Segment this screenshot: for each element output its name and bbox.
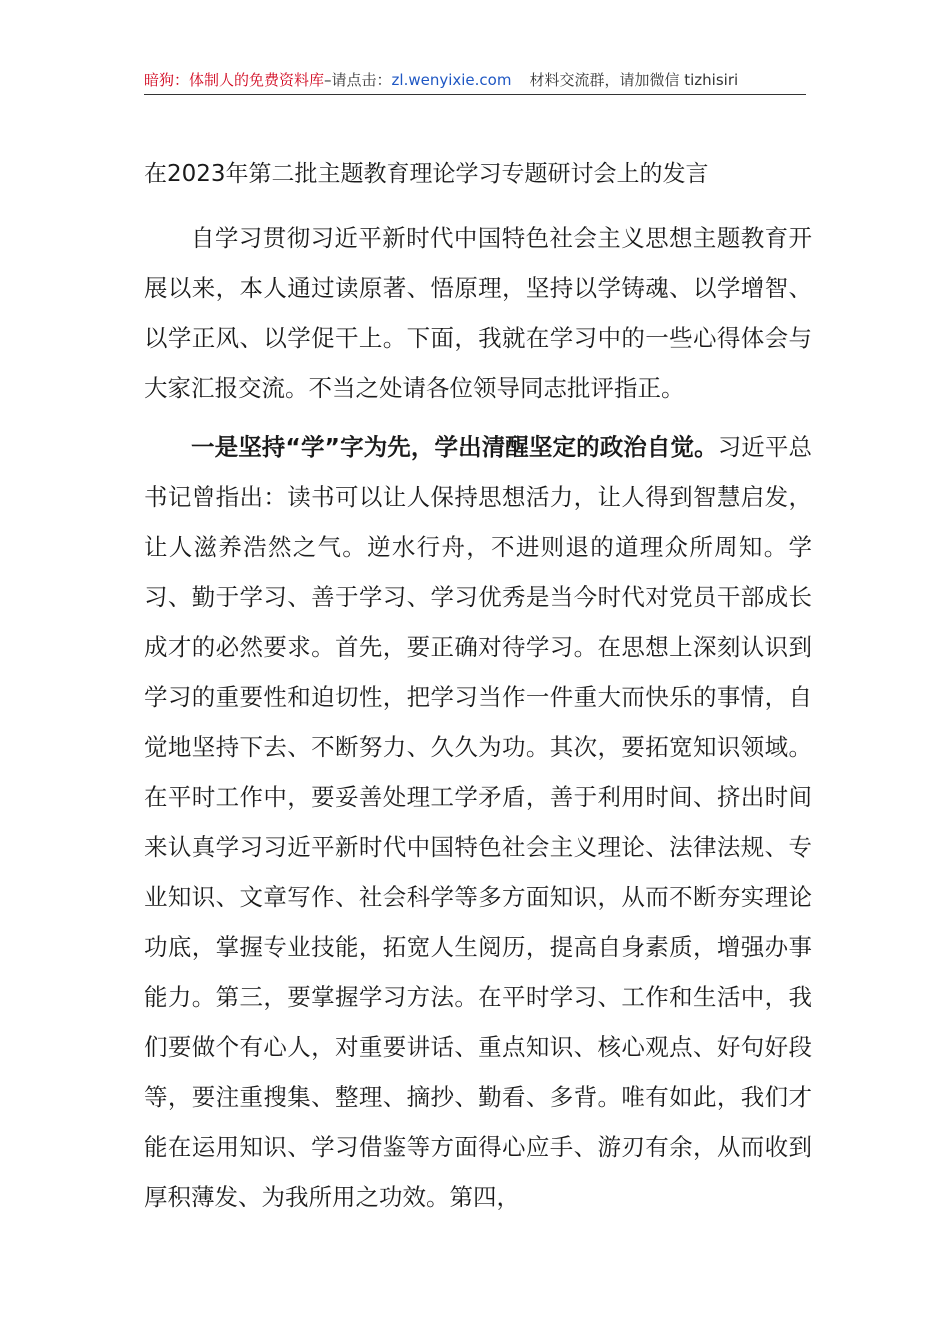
header-prompt: –请点击： xyxy=(324,71,392,89)
header-brand: 暗狗：体制人的免费资料库 xyxy=(144,71,325,89)
header-contact: 材料交流群，请加微信 tizhisiri xyxy=(529,71,739,89)
page-header xyxy=(144,66,806,95)
section-one-heading: 一是坚持“学”字为先，学出清醒坚定的政治自觉。 xyxy=(191,433,718,461)
intro-paragraph: 自学习贯彻习近平新时代中国特色社会主义思想主题教育开展以来，本人通过读原著、悟原理，坚持以学铸魂、以学增智、以学正风、以学促干上。下面，我就在学习中的一些心得体会与大家汇报交流。不当之处请各位领导同志批评指正。 xyxy=(144,224,812,402)
header-link[interactable]: zl.wenyixie.com xyxy=(391,71,512,89)
section-one-body: 习近平总书记曾指出：读书可以让人保持思想活力，让人得到智慧启发，让人滋养浩然之气。逆水行舟，不进则退的道理众所周知。学习、勤于学习、善于学习、学习优秀是当今时代对党员干部成长成才的必然要求。首先，要正确对待学习。在思想上深刻认识到学习的重要性和迫切性，把学习当作一件重大而快乐的事情，自觉地坚持下去、不断努力、久久为功。其次，要拓宽知识领域。在平时工作中，要妥善处理工学矛盾，善于利用时间、挤出时间来认真学习习近平新时代中国特色社会主义理论、法律法规、专业知识、文章写作、社会科学等多方面知识，从而不断夯实理论功底，掌握专业技能，拓宽人生阅历，提高自身素质，增强办事能力。第三，要掌握学习方法。在平时学习、工作和生活中，我们要做个有心人，对重要讲话、重点知识、核心观点、好句好段等，要注重搜集、整理、摘抄、勤看、多背。唯有如此，我们才能在运用知识、学习借鉴等方面得心应手、游刃有余，从而收到厚积薄发、为我所用之功效。第四， xyxy=(144,433,813,1211)
section-one-paragraph xyxy=(144,422,812,1222)
document-title: 在2023年第二批主题教育理论学习专题研讨会上的发言 xyxy=(144,161,709,187)
